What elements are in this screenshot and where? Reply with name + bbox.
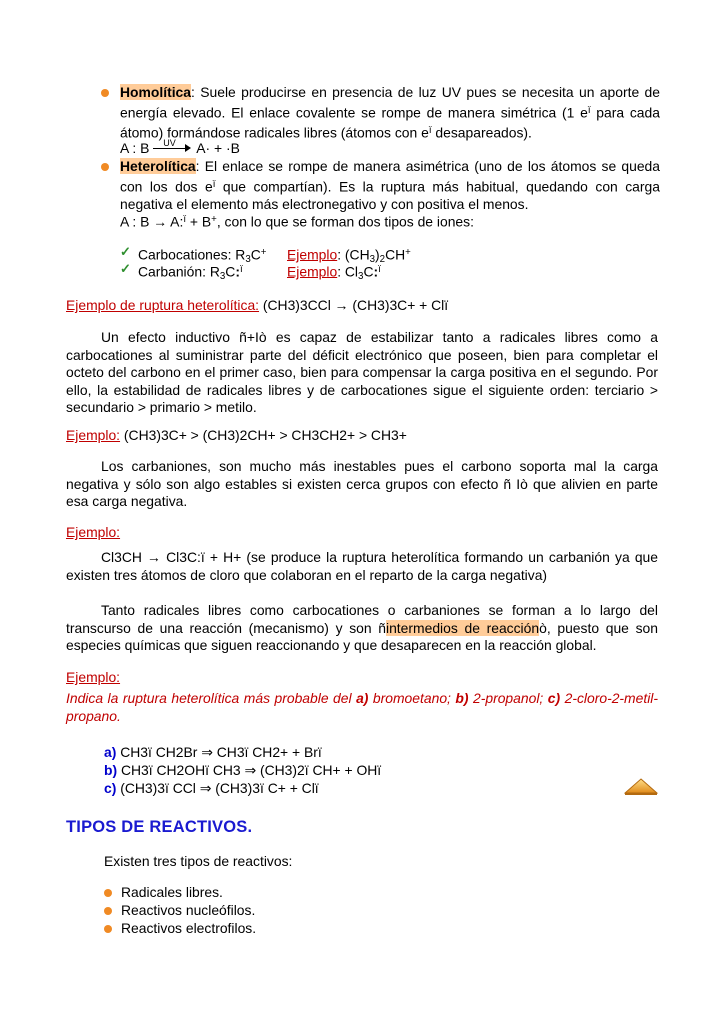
carbanion-example: Ejemplo: $Cl_3C:^ï$ xyxy=(287,263,381,282)
bullet-icon xyxy=(104,925,112,933)
bullet-icon xyxy=(104,889,112,897)
uv-arrow-icon: UV xyxy=(153,142,193,156)
ejemplo3-text: Cl3CH → Cl3C:ï + H+ (se produce la ruptura heterolítica formando un carbanión ya que existen tres átomos de cloro que colaboran en el reparto de la carga negativa) xyxy=(66,549,658,583)
paragraph-inductive-effect: Un efecto inductivo ñ+Iò es capaz de estabilizar tanto a radicales libres como a carbocationes al suministrar parte del déficit electrónico que poseen, bien para completar el octeto del carbono en el primer caso, bien para compensar la carga positiva en el segundo. Por ello, la estabilidad de radicales libres y de carbocationes sigue el siguiente orden: terciario > secundario > primario > metilo. xyxy=(66,329,658,416)
respuesta-b: b) CH3ï CH2OHï CH3 ⇒ (CH3)2ï CH+ + OHï xyxy=(104,762,382,778)
heterolitica-term: Heterolítica xyxy=(120,158,196,174)
homolitica-paragraph: Homolítica: Suele producirse en presencia de luz UV pues se necesita un aporte de energía elevado. El enlace covalente se rompe de manera simétrica (1 $e^ï$ para cada átomo) formándose radicales libres (átomos con $e^ï$ desapareados). xyxy=(120,84,660,140)
homolitica-term: Homolítica xyxy=(120,84,192,100)
list-item: Radicales libres. xyxy=(121,884,223,900)
carbocation-example: Ejemplo: $(CH_3)_2CH^+$ xyxy=(287,246,411,265)
ejemplo-ruptura: Ejemplo de ruptura heterolítica: (CH3)3CCl → (CH3)3C+ + Clï xyxy=(66,297,449,313)
respuesta-c: c) (CH3)3ï CCl ⇒ (CH3)3ï C+ + Clï xyxy=(104,780,319,796)
carbanion-line: Carbanión: $R_3C:^ï$ xyxy=(138,263,243,282)
intermedios-highlight: intermedios de reacción xyxy=(386,619,540,636)
carbocation-line: Carbocationes: $R_3C^+$ xyxy=(138,246,267,265)
list-item: Reactivos electrofilos. xyxy=(121,920,257,936)
ejemplo-estabilidad: Ejemplo: (CH3)3C+ > (CH3)2CH+ > CH3CH2+ > CH3+ xyxy=(66,427,407,443)
bullet-icon xyxy=(101,89,109,97)
paragraph-carbaniones: Los carbaniones, son mucho más inestables pues el carbono soporta mal la carga negativa y sólo son algo estables si existen cerca grupos con efecto ñ Iò que alivien en parte esa carga negativa. xyxy=(66,458,658,510)
paragraph-intermedios: Tanto radicales libres como carbocationes o carbaniones se forman a lo largo del transcurso de una reacción (mecanismo) y son ñintermedios de reacciónò, puesto que son especies químicas que siguen reaccionando y que desaparecen en la reacción global. xyxy=(66,602,658,654)
check-icon: ✓ xyxy=(120,244,131,259)
list-item: Reactivos nucleófilos. xyxy=(121,902,256,918)
bullet-icon xyxy=(101,163,109,171)
heterolitica-paragraph: Heterolítica: El enlace se rompe de manera asimétrica (uno de los átomos se queda con los dos $e^ï$ que compartían). Es la ruptura más habitual, quedando con carga negativa el elemento más electronegativo y con positiva el menos. xyxy=(120,158,660,212)
bullet-icon xyxy=(104,907,112,915)
ejemplo3-label: Ejemplo: xyxy=(66,524,121,540)
respuesta-a: a) CH3ï CH2Br ⇒ CH3ï CH2+ + Brï xyxy=(104,744,322,760)
ejemplo4-enunciado: Indica la ruptura heterolítica más probable del a) bromoetano; b) 2-propanol; c) 2-cloro-2-metil-propano. xyxy=(66,690,658,724)
section-intro: Existen tres tipos de reactivos: xyxy=(104,853,293,869)
check-icon: ✓ xyxy=(120,261,131,276)
up-arrow-icon[interactable] xyxy=(624,778,658,796)
homolitica-equation: A : B UV A· + ·B xyxy=(120,138,240,156)
heterolitica-equation: A : B → A:$^ï$ + B+, con lo que se forman dos tipos de iones: xyxy=(120,213,474,230)
section-heading: TIPOS DE REACTIVOS. xyxy=(66,818,253,836)
ejemplo4-label: Ejemplo: xyxy=(66,669,121,685)
